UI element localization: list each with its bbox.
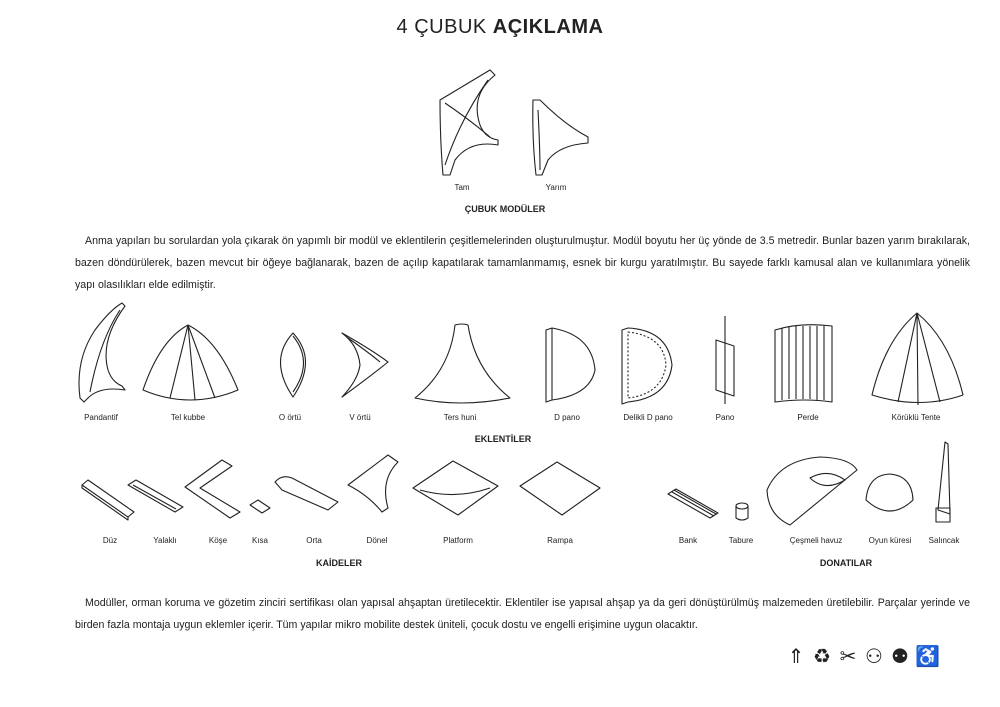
pano-drawing [716,316,734,404]
kaide-label: Köşe [208,536,228,545]
eklenti-label: O örtü [278,413,302,422]
platform-drawing [413,461,498,515]
v-ortu-drawing [342,333,388,397]
eklenti-label: Körüklü Tente [891,413,941,422]
bank-drawing [668,489,718,518]
kaide-label: Kısa [251,536,269,545]
d-pano-drawing [546,328,595,402]
koruklu-tente-drawing [872,313,963,405]
cesmeli-havuz-drawing [767,457,857,525]
title-bold: AÇIKLAMA [492,16,604,38]
kaide-label: Yalaklı [153,536,177,545]
perde-drawing [775,325,832,402]
cubuk-yarim-label: Yarım [545,183,567,192]
pandantif-drawing [79,303,125,402]
kaide-label: Platform [443,536,473,545]
wheelchair-icon: ♿ [915,646,940,668]
kaide-label: Orta [306,536,322,545]
salincak-drawing [936,442,950,522]
orta-drawing [275,477,338,510]
cubuk-tam-label: Tam [454,183,470,192]
ters-huni-drawing [415,324,510,403]
delikli-d-pano-drawing [622,328,672,404]
donati-label: Çeşmeli havuz [789,536,843,545]
tree-icon: ⇑ [787,646,805,668]
kisa-drawing [250,500,270,513]
description-paragraph-1: Anma yapıları bu sorulardan yola çıkarak ön yapımlı bir modül ve eklentilerin çeşitlemelerinden oluşturulmuştur. Modül boyutu her üç yönde de 3.5 metredir. Bunlar bazen yarım bırakılarak, bazen döndürülerek, bazen mevcut bir öğeye bağlanarak, bazen de açılıp kapatılarak tamamlanmamış, esnek bir kurgu yaratılmıştır. Bu sayede farklı kamusal alan ve kullanımlara yönelik yapı olasılıkları elde edilmiştir. [75,235,970,291]
eklenti-label: Perde [797,413,819,422]
donati-label: Salıncak [928,536,960,545]
donati-label: Tabure [728,536,754,545]
feature-icons [785,646,940,668]
kaideler-section-title: KAİDELER [315,558,363,568]
description-paragraph-2: Modüller, orman koruma ve gözetim zinciri sertifikası olan yapısal ahşaptan üretilecektir. Eklentiler ise yapısal ahşap ya da geri dönüştürülmüş malzemeden üretilebilir. Parçalar yerinde ve birden fazla montaja uygun eklemler içerir. Tüm yapılar mikro mobilite destek üniteli, çocuk dostu ve engelli erişimine uygun olacaktır. [75,597,970,631]
children-icon: ⚉ [891,646,909,668]
bicycle-icon: ⚇ [865,646,883,668]
cubuk-section-title: ÇUBUK MODÜLER [464,204,546,214]
title-prefix: 4 ÇUBUK [396,16,487,38]
eklenti-label: Delikli D pano [623,413,673,422]
eklenti-label: Pandantif [84,413,118,422]
eklenti-label: V örtü [349,413,371,422]
eklenti-label: Pano [715,413,735,422]
donati-label: Bank [678,536,698,545]
donel-drawing [348,455,398,512]
o-ortu-drawing [281,333,306,397]
kaide-label: Rampa [547,536,573,545]
eklenti-label: D pano [554,413,580,422]
kaide-label: Düz [102,536,118,545]
kose-drawing [185,460,240,518]
tools-icon: ✂ [839,646,857,668]
eklenti-label: Tel kubbe [170,413,206,422]
tabure-drawing [736,503,748,520]
kaide-label: Dönel [366,536,388,545]
cubuk-yarim-drawing [533,100,588,175]
eklentiler-section-title: EKLENTİLER [474,434,532,444]
eklenti-label: Ters huni [443,413,477,422]
recycle-icon: ♻ [813,646,831,668]
rampa-drawing [520,462,600,515]
tel-kubbe-drawing [143,325,238,400]
cubuk-tam-drawing [440,70,498,175]
yalakli-drawing [128,480,183,512]
duz-drawing [82,480,134,520]
oyun-kuresi-drawing [866,474,913,511]
donatilar-section-title: DONATILAR [819,558,873,568]
donati-label: Oyun küresi [868,536,912,545]
